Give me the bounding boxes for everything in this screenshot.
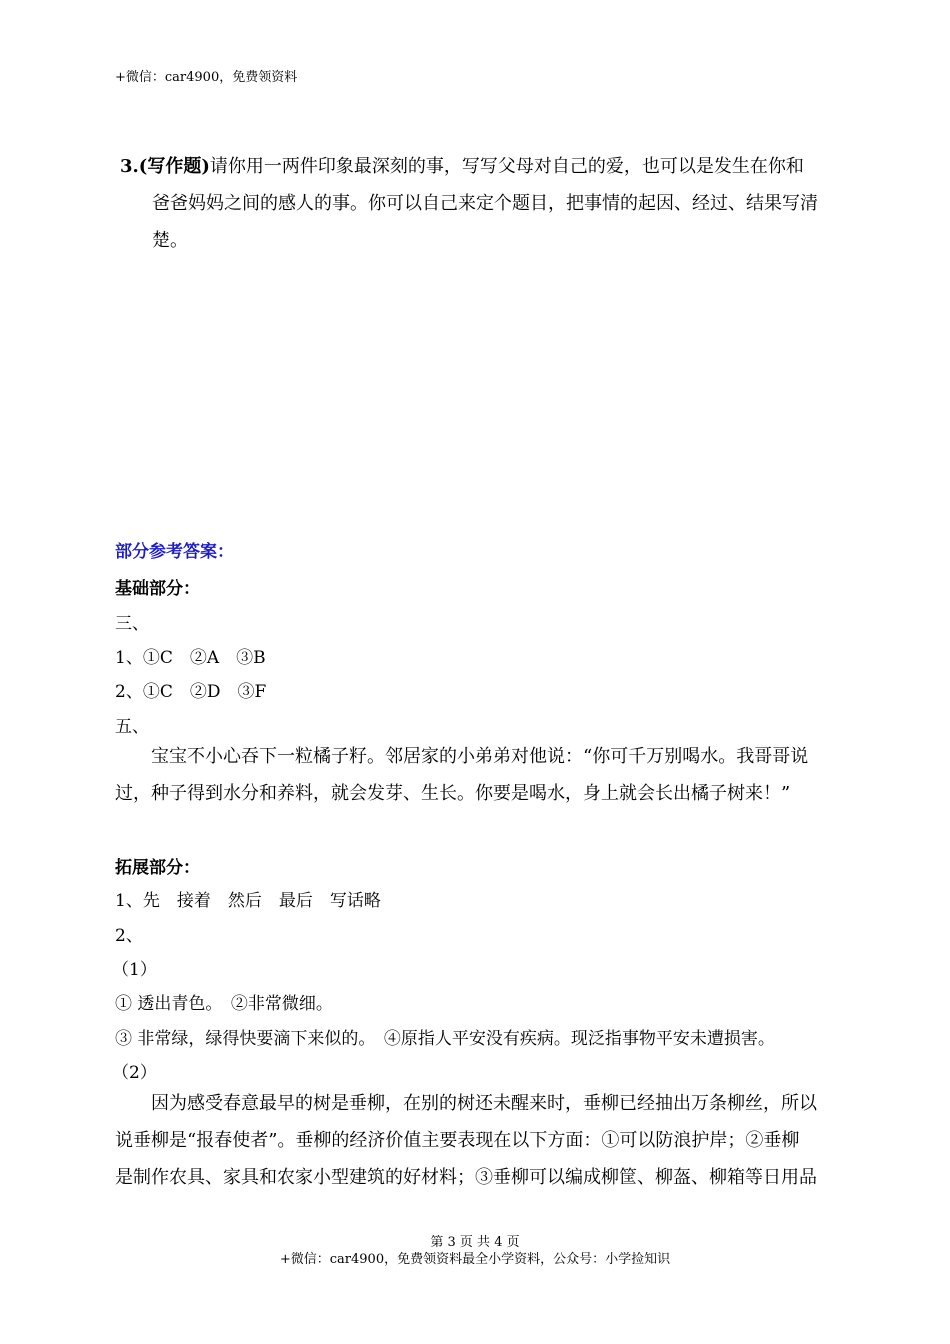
extension-paragraph xyxy=(115,1085,840,1196)
extension-sub-1: （1） xyxy=(112,960,157,980)
extension-sub-1-line-1: ① 透出青色。 ②非常微细。 xyxy=(115,994,333,1014)
question-tag: (写作题) xyxy=(138,156,210,177)
basic-section-3: 三、 xyxy=(115,614,149,634)
basic-item-1: 1、①C ②A ③B xyxy=(115,648,266,668)
extension-section-title: 拓展部分： xyxy=(115,858,200,878)
extension-sub-1-line-2: ③ 非常绿，绿得快要滴下来似的。 ④原指人平安没有疾病。现泛指事物平安未遭损害。 xyxy=(115,1029,775,1049)
footer-note: +微信：car4900，免费领资料最全小学资料，公众号：小学捡知识 xyxy=(279,1252,671,1267)
question-number: 3. xyxy=(120,156,139,177)
extension-paragraph-line-3: 是制作农具、家具和农家小型建筑的好材料；③垂柳可以编成柳筐、柳盔、柳箱等日用品 xyxy=(115,1167,817,1188)
basic-section-5: 五、 xyxy=(115,717,149,737)
basic-paragraph-line-1: 宝宝不小心吞下一粒橘子籽。邻居家的小弟弟对他说：“你可千万别喝水。我哥哥说 xyxy=(151,746,809,767)
question-3 xyxy=(120,148,845,259)
extension-paragraph-line-2: 说垂柳是“报春使者”。垂柳的经济价值主要表现在以下方面：①可以防浪护岸；②垂柳 xyxy=(115,1130,800,1151)
basic-paragraph-line-2: 过，种子得到水分和养料，就会发芽、生长。你要是喝水，身上就会长出橘子树来！” xyxy=(115,783,791,804)
question-3-line-3: 楚。 xyxy=(152,230,188,251)
answers-title: 部分参考答案： xyxy=(115,542,234,562)
question-3-line-2: 爸爸妈妈之间的感人的事。你可以自己来定个题目，把事情的起因、经过、结果写清 xyxy=(152,193,818,214)
extension-item-2: 2、 xyxy=(115,926,143,946)
basic-paragraph xyxy=(115,738,840,812)
question-text: 请你用一两件印象最深刻的事，写写父母对自己的爱，也可以是发生在你和 xyxy=(209,156,804,177)
basic-section-title: 基础部分： xyxy=(115,579,200,599)
header-note: +微信：car4900，免费领资料 xyxy=(115,70,298,85)
extension-paragraph-line-1: 因为感受春意最早的树是垂柳，在别的树还未醒来时，垂柳已经抽出万条柳丝，所以 xyxy=(151,1093,817,1114)
question-3-line-1 xyxy=(120,148,845,185)
extension-sub-2: （2） xyxy=(112,1063,157,1083)
basic-item-2: 2、①C ②D ③F xyxy=(115,682,267,702)
page-number: 第 3 页 共 4 页 xyxy=(430,1235,520,1250)
extension-item-1: 1、先 接着 然后 最后 写话略 xyxy=(115,891,381,911)
